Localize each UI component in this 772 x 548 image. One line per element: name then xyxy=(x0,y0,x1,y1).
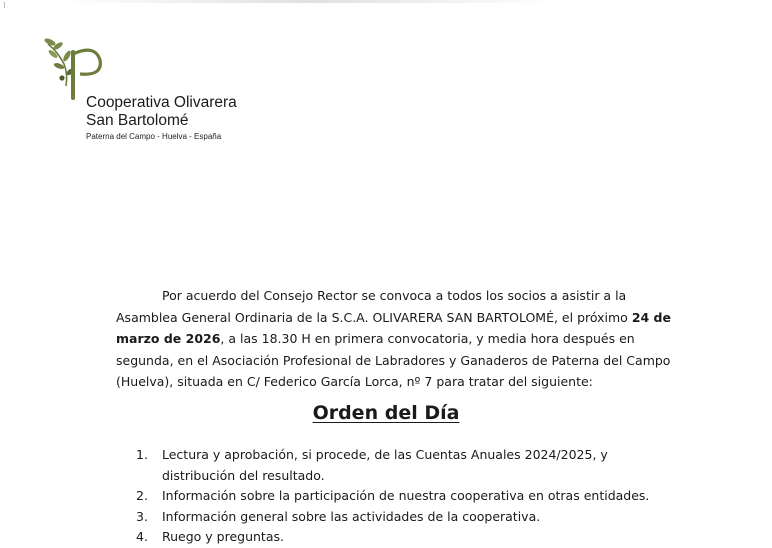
organization-name-line1: Cooperativa Olivarera xyxy=(86,94,237,111)
letter-intro: Por acuerdo del Consejo Rector se convoca a todos los socios a asistir a la Asamblea General Ordinaria de la S.C.A. OLIVARERA SAN BARTOLOMÉ, el próximo xyxy=(116,288,632,325)
agenda-item-text: Información sobre la participación de nuestra cooperativa en otras entidades. xyxy=(162,488,650,503)
agenda-item-number: 2. xyxy=(136,488,148,503)
scan-speck: · xyxy=(380,252,382,258)
agenda-item-text: Información general sobre las actividades de la cooperativa. xyxy=(162,508,541,524)
agenda-item-number: 1. xyxy=(136,447,148,462)
scan-artifact-tick xyxy=(4,2,5,8)
agenda-item xyxy=(136,527,676,548)
agenda-item-text: Ruego y preguntas. xyxy=(162,529,284,544)
agenda-title: Orden del Día xyxy=(312,402,460,424)
agenda-item xyxy=(136,507,676,528)
agenda-item xyxy=(136,445,676,486)
agenda-list xyxy=(136,445,676,548)
agenda-item-number: 3. xyxy=(136,508,148,524)
organization-name-line2: San Bartolomé xyxy=(86,112,189,129)
agenda-title-block xyxy=(0,402,772,424)
scan-artifact-line xyxy=(60,0,560,3)
letter-rest: , a las 18.30 H en primera convocatoria, y media hora después en segunda, en el Asociación Profesional de Labradores y Ganaderos de Paterna del Campo (Huelva), situada en C/ Federico García Lorca, nº 7 para tratar del siguiente: xyxy=(116,331,671,389)
meeting-date: 24 de marzo de 2026 xyxy=(116,309,671,346)
agenda-item-text: Lectura y aprobación, si procede, de las Cuentas Anuales 2024/2025, y distribución del resultado. xyxy=(162,447,608,483)
organization-location: Paterna del Campo - Huelva - España xyxy=(86,132,222,141)
agenda-item xyxy=(136,486,676,507)
convocation-letter xyxy=(116,285,676,393)
agenda-item-number: 4. xyxy=(136,529,148,544)
organization-block xyxy=(86,94,237,143)
convocation-paragraph xyxy=(116,285,676,393)
